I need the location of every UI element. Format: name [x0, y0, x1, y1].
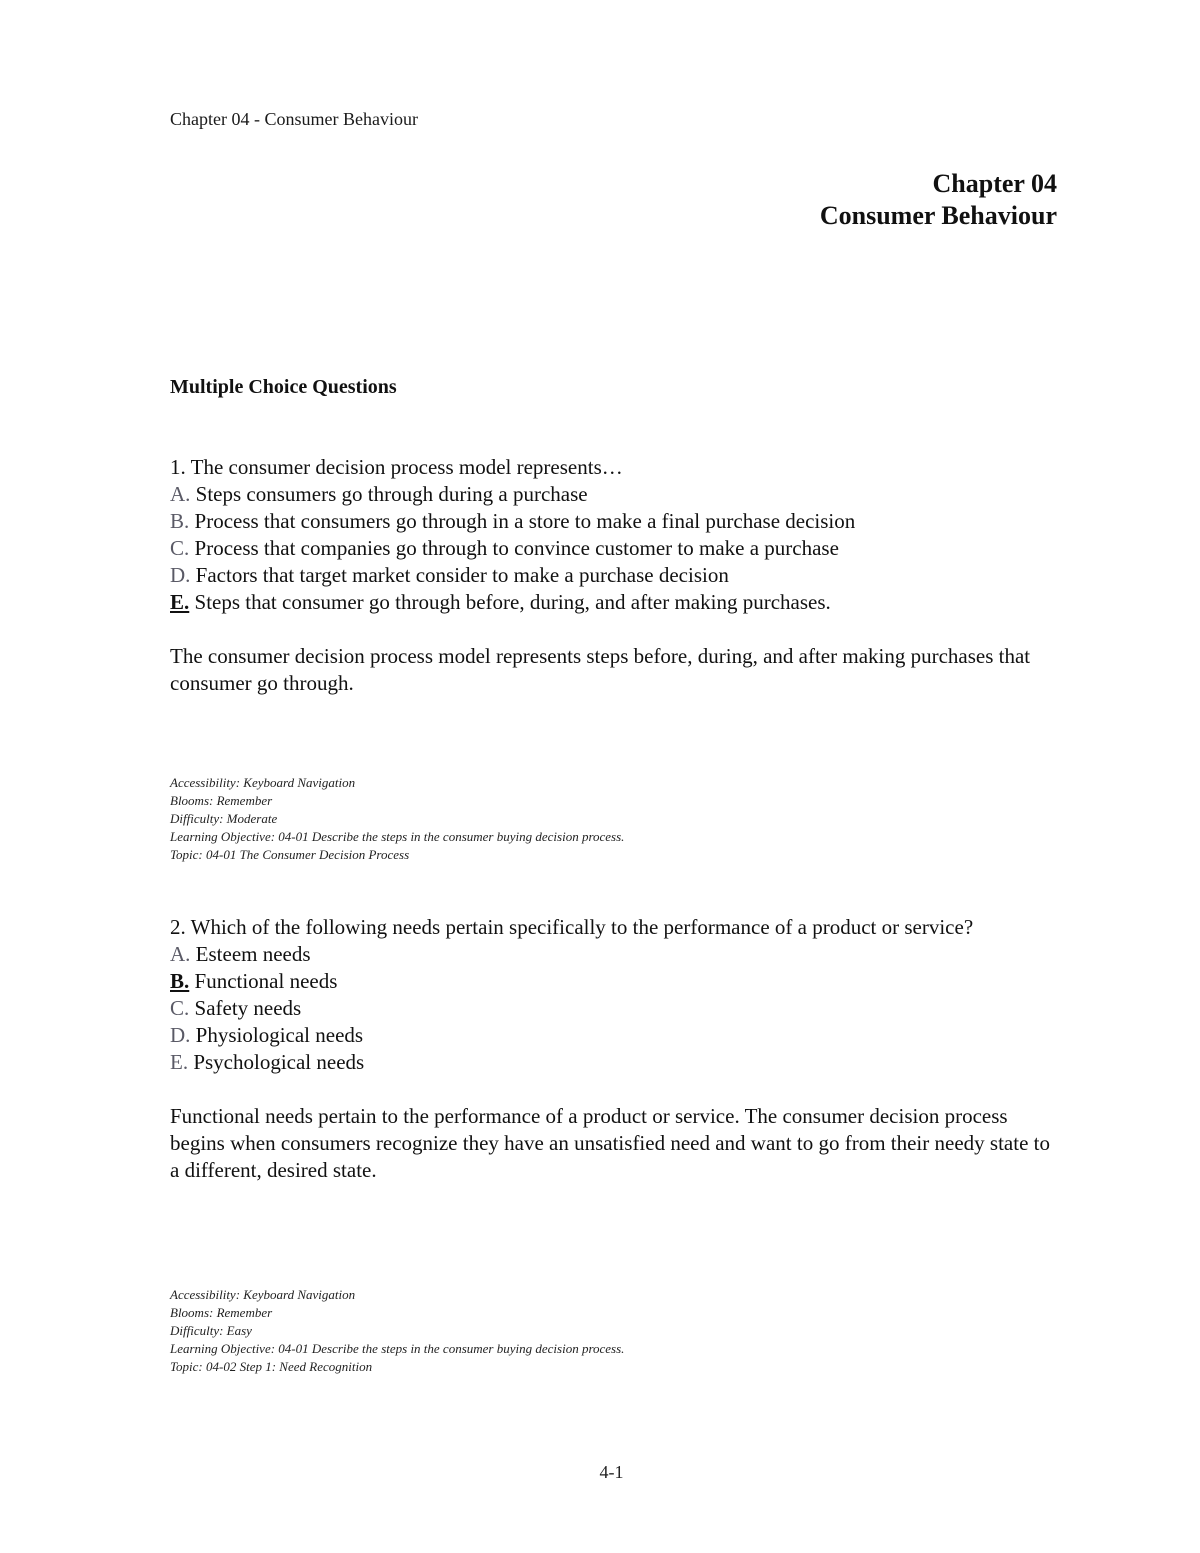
question-1	[170, 454, 1050, 697]
option-text: Process that companies go through to convince customer to make a purchase	[189, 536, 839, 560]
meta-topic: Topic: 04-02 Step 1: Need Recognition	[170, 1359, 373, 1374]
chapter-name: Consumer Behaviour	[819, 201, 1057, 230]
option-letter: B.	[170, 969, 190, 993]
question-1-metadata	[170, 774, 624, 864]
option-text: Functional needs	[189, 969, 338, 993]
option-e	[170, 1049, 1050, 1076]
option-letter: A.	[170, 482, 191, 506]
question-stem: 2. Which of the following needs pertain specifically to the performance of a product or service?	[170, 915, 974, 939]
running-header: Chapter 04 - Consumer Behaviour	[170, 109, 418, 129]
section-heading: Multiple Choice Questions	[170, 376, 397, 398]
question-2	[170, 914, 1050, 1184]
question-2-metadata	[170, 1286, 624, 1376]
option-letter: D.	[170, 563, 191, 587]
meta-topic: Topic: 04-01 The Consumer Decision Process	[170, 847, 410, 862]
option-text: Steps that consumer go through before, during, and after making purchases.	[189, 590, 831, 614]
option-letter: C.	[170, 536, 190, 560]
option-letter: D.	[170, 1023, 191, 1047]
chapter-title	[820, 168, 1057, 232]
option-text: Esteem needs	[190, 942, 311, 966]
meta-learning-objective: Learning Objective: 04-01 Describe the steps in the consumer buying decision process.	[170, 1341, 625, 1356]
answer-explanation: Functional needs pertain to the performance of a product or service. The consumer decision process begins when consumers recognize they have an unsatisfied need and want to go from their needy state to a different, desired state.	[170, 1104, 1050, 1182]
option-b	[170, 968, 1050, 995]
option-a	[170, 941, 1050, 968]
option-b	[170, 508, 1050, 535]
option-text: Psychological needs	[188, 1050, 365, 1074]
option-letter: E.	[170, 590, 190, 614]
option-text: Factors that target market consider to make a purchase decision	[190, 563, 729, 587]
option-text: Physiological needs	[190, 1023, 364, 1047]
chapter-number: Chapter 04	[932, 169, 1057, 198]
option-d	[170, 1022, 1050, 1049]
option-text: Process that consumers go through in a store to make a final purchase decision	[189, 509, 856, 533]
option-text: Steps consumers go through during a purchase	[190, 482, 588, 506]
meta-accessibility: Accessibility: Keyboard Navigation	[170, 1287, 356, 1302]
question-stem: 1. The consumer decision process model represents…	[170, 455, 623, 479]
option-letter: C.	[170, 996, 190, 1020]
meta-difficulty: Difficulty: Easy	[170, 1323, 252, 1338]
meta-accessibility: Accessibility: Keyboard Navigation	[170, 775, 356, 790]
meta-learning-objective: Learning Objective: 04-01 Describe the steps in the consumer buying decision process.	[170, 829, 625, 844]
option-c	[170, 995, 1050, 1022]
option-e	[170, 589, 1050, 616]
option-letter: B.	[170, 509, 190, 533]
option-letter: E.	[170, 1050, 189, 1074]
option-text: Safety needs	[189, 996, 302, 1020]
meta-blooms: Blooms: Remember	[170, 793, 273, 808]
meta-blooms: Blooms: Remember	[170, 1305, 273, 1320]
option-a	[170, 481, 1050, 508]
option-c	[170, 535, 1050, 562]
option-d	[170, 562, 1050, 589]
page-number: 4-1	[599, 1462, 624, 1482]
option-letter: A.	[170, 942, 191, 966]
meta-difficulty: Difficulty: Moderate	[170, 811, 278, 826]
answer-explanation: The consumer decision process model represents steps before, during, and after making purchases that consumer go through.	[170, 644, 1031, 695]
